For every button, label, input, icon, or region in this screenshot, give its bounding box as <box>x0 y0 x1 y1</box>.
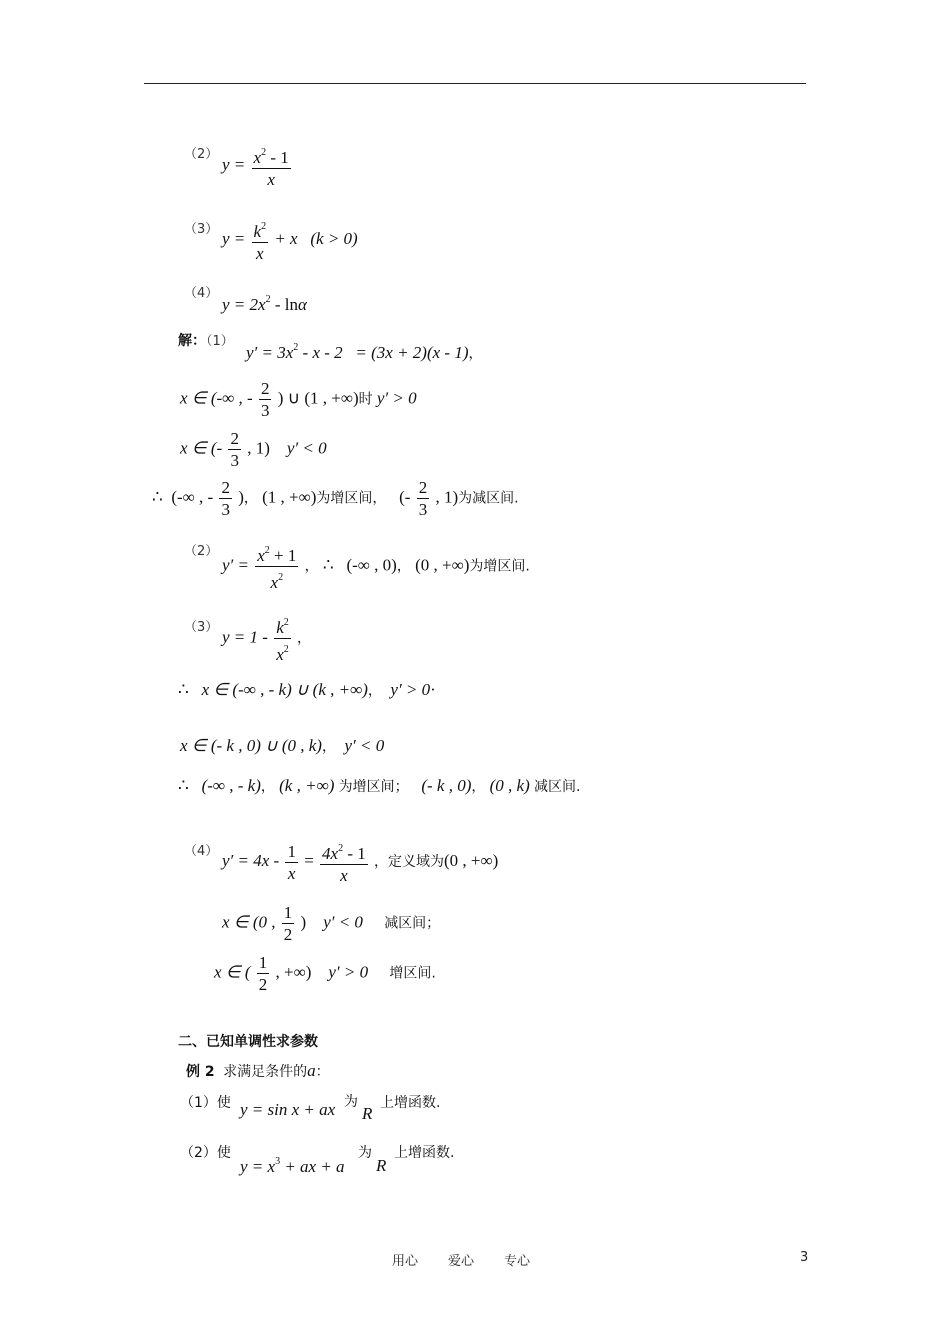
problem-3-label: （3） <box>184 222 219 237</box>
solution-2-expr: y′ = $\frac{x^2 + 1}{x^2}$ ， ∴ (-∞ , 0)， (0 , +∞)为增区间. <box>222 540 530 593</box>
therefore-symbol: ∴ <box>152 487 163 507</box>
problem-3-label-row <box>184 218 218 240</box>
question-1-expr: y = sin x + ax <box>240 1100 336 1119</box>
question-2: （2）使 <box>180 1145 231 1161</box>
question-2-expr: $y = x^3$ + ax + a <box>240 1156 345 1176</box>
solution-3-interval-inc: ∴ x ∈ (-∞ , - k) ∪ (k , +∞)， y′ > 0· <box>178 680 436 699</box>
solution-1-row: 解：（1） <box>178 333 234 349</box>
p2-fraction: $\frac{x^2 - 1}{x}$ <box>252 142 291 190</box>
page-number: 3 <box>800 1250 809 1265</box>
solution-3-interval-dec: x ∈ (- k , 0) ∪ (0 , k)， y′ < 0 <box>180 736 385 755</box>
problem-2-label: （2） <box>184 147 219 162</box>
problem-4-label: （4） <box>184 286 219 301</box>
question-2-R: R <box>376 1156 387 1175</box>
footer-motto-1: 用心 <box>392 1254 419 1269</box>
footer-motto-2: 爱心 <box>448 1254 475 1269</box>
question-2-tail: 为 <box>358 1145 372 1161</box>
solution-4-interval-inc: x ∈ ( $\frac{1}{2}$ , +∞) y′ > 0 增区间. <box>214 953 436 994</box>
section-heading: 二、已知单调性求参数 <box>178 1034 318 1050</box>
question-2-end: 上增函数. <box>394 1145 455 1161</box>
example-2: 例 2 求满足条件的a： <box>186 1061 330 1080</box>
solution-1-derivative: $y' = 3x^2 - x - 2 = (3x + 2)(x - 1)$， <box>246 342 483 362</box>
question-1-R: R <box>362 1104 373 1123</box>
problem-4-label-row <box>184 282 218 304</box>
footer-motto-3: 专心 <box>504 1254 531 1269</box>
solution-2-label-row: （2） <box>184 544 219 559</box>
problem-2 <box>184 143 218 165</box>
solution-4-expr: y′ = 4x - $\frac{1}{x}$ = $\frac{4x^2 - 1}{x}$ ，定义域为(0 , +∞) <box>222 838 498 886</box>
question-1-tail: 为 <box>344 1094 358 1110</box>
solution-3-conclusion: ∴ (-∞ , - k)， (k , +∞) 为增区间； (- k , 0)， (0 , k) 减区间. <box>178 776 581 795</box>
problem-2-expr <box>222 142 293 190</box>
solution-4-label-row: （4） <box>184 844 219 859</box>
question-1-end: 上增函数. <box>380 1095 441 1111</box>
header-rule <box>144 83 806 84</box>
solution-1-conclusion: ∴ (-∞ , - $\frac{2}{3}$ )， (1 , +∞)为增区间， (- $\frac{2}{3}$ , 1)为减区间. <box>152 478 519 519</box>
solution-3-expr: y = 1 - $\frac{k^2}{x^2}$ ， <box>222 612 311 665</box>
solution-4-interval-dec: x ∈ (0 , $\frac{1}{2}$ ) y′ < 0 减区间； <box>222 903 441 944</box>
problem-3-expr: y = $\frac{k^2}{x}$ + x (k > 0) <box>222 216 358 264</box>
solution-1-interval-dec: x ∈ (- $\frac{2}{3}$ , 1) y′ < 0 <box>180 429 327 470</box>
p2-lhs: y = <box>222 154 246 174</box>
solution-label: 解： <box>178 333 206 349</box>
question-1: （1）使 <box>180 1095 231 1111</box>
solution-1-interval-inc: x ∈ (-∞ , - $\frac{2}{3}$ ) ∪ (1 , +∞)时 y′ > 0 <box>180 379 417 420</box>
example-label: 例 2 <box>186 1064 215 1080</box>
solution-3-label-row: （3） <box>184 620 219 635</box>
problem-4-expr: $y = 2x^2 - \ln\alpha$ <box>222 294 307 314</box>
p3-fraction: $\frac{k^2}{x}$ <box>252 216 269 264</box>
